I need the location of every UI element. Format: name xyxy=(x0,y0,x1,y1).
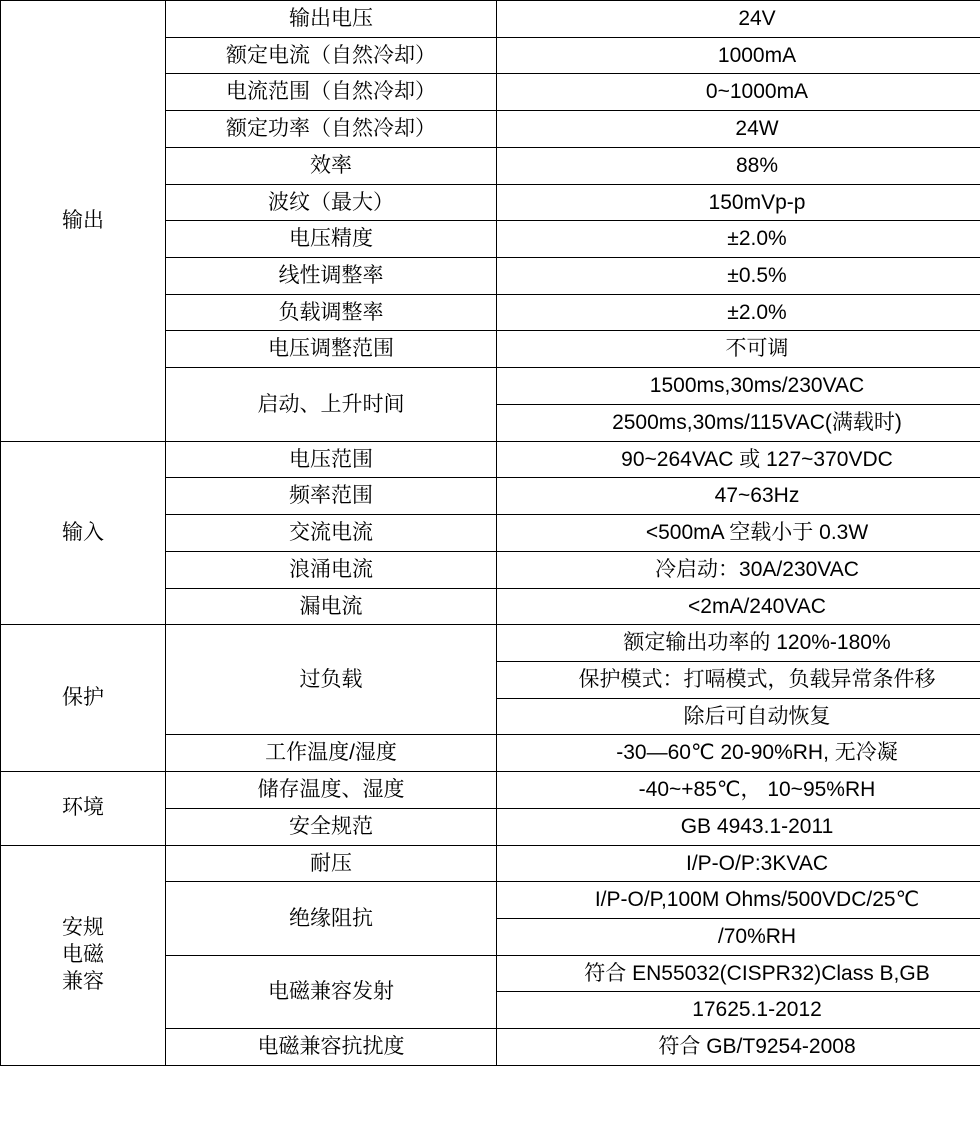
value-working-temp-humidity: -30—60℃ 20-90%RH, 无冷凝 xyxy=(497,735,980,772)
value-output-voltage: 24V xyxy=(497,1,980,38)
value-withstand-voltage: I/P-O/P:3KVAC xyxy=(497,845,980,882)
param-insulation-resistance: 绝缘阻抗 xyxy=(166,882,497,955)
value-startup-rise-time-line1: 1500ms,30ms/230VAC xyxy=(497,368,980,405)
value-storage-temp-humidity: -40~+85℃， 10~95%RH xyxy=(497,772,980,809)
param-output-voltage: 输出电压 xyxy=(166,1,497,38)
value-ac-current: <500mA 空载小于 0.3W xyxy=(497,515,980,552)
param-inrush-current: 浪涌电流 xyxy=(166,551,497,588)
param-rated-current: 额定电流（自然冷却） xyxy=(166,37,497,74)
param-withstand-voltage: 耐压 xyxy=(166,845,497,882)
table-row xyxy=(1,1,980,38)
category-safety-emc-line1: 安规 xyxy=(62,915,104,939)
value-overload-mode-line1: 保护模式：打嗝模式，负载异常条件移 xyxy=(497,661,980,698)
table-row xyxy=(1,441,980,478)
value-efficiency: 88% xyxy=(497,147,980,184)
param-voltage-accuracy: 电压精度 xyxy=(166,221,497,258)
param-efficiency: 效率 xyxy=(166,147,497,184)
value-emc-emission-line1: 符合 EN55032(CISPR32)Class B,GB xyxy=(497,955,980,992)
value-inrush-current: 冷启动：30A/230VAC xyxy=(497,551,980,588)
table-row xyxy=(1,845,980,882)
param-emc-emission: 电磁兼容发射 xyxy=(166,955,497,1028)
param-working-temp-humidity: 工作温度/湿度 xyxy=(166,735,497,772)
value-insulation-resistance-line1: I/P-O/P,100M Ohms/500VDC/25℃ xyxy=(497,882,980,919)
value-startup-rise-time-line2: 2500ms,30ms/115VAC(满载时) xyxy=(497,404,980,441)
param-rated-power: 额定功率（自然冷却） xyxy=(166,111,497,148)
value-voltage-range: 90~264VAC 或 127~370VDC xyxy=(497,441,980,478)
table-row xyxy=(1,625,980,662)
value-rated-current: 1000mA xyxy=(497,37,980,74)
param-startup-rise-time: 启动、上升时间 xyxy=(166,368,497,441)
value-insulation-resistance-line2: /70%RH xyxy=(497,918,980,955)
category-protection: 保护 xyxy=(1,625,166,772)
value-line-regulation: ±0.5% xyxy=(497,258,980,295)
value-voltage-adjust-range: 不可调 xyxy=(497,331,980,368)
param-storage-temp-humidity: 储存温度、湿度 xyxy=(166,772,497,809)
param-leakage-current: 漏电流 xyxy=(166,588,497,625)
param-load-regulation: 负载调整率 xyxy=(166,294,497,331)
value-emc-emission-line2: 17625.1-2012 xyxy=(497,992,980,1029)
param-overload: 过负载 xyxy=(166,625,497,735)
param-voltage-range: 电压范围 xyxy=(166,441,497,478)
param-emc-immunity: 电磁兼容抗扰度 xyxy=(166,1029,497,1066)
value-current-range: 0~1000mA xyxy=(497,74,980,111)
value-emc-immunity: 符合 GB/T9254-2008 xyxy=(497,1029,980,1066)
value-ripple: 150mVp-p xyxy=(497,184,980,221)
value-leakage-current: <2mA/240VAC xyxy=(497,588,980,625)
category-output: 输出 xyxy=(1,1,166,442)
category-safety-emc-line2: 电磁 xyxy=(62,942,104,966)
param-current-range: 电流范围（自然冷却） xyxy=(166,74,497,111)
value-safety-standard: GB 4943.1-2011 xyxy=(497,808,980,845)
param-line-regulation: 线性调整率 xyxy=(166,258,497,295)
value-overload-mode-line2: 除后可自动恢复 xyxy=(497,698,980,735)
param-ac-current: 交流电流 xyxy=(166,515,497,552)
value-frequency-range: 47~63Hz xyxy=(497,478,980,515)
value-load-regulation: ±2.0% xyxy=(497,294,980,331)
category-input: 输入 xyxy=(1,441,166,625)
table-row xyxy=(1,772,980,809)
param-voltage-adjust-range: 电压调整范围 xyxy=(166,331,497,368)
category-environment: 环境 xyxy=(1,772,166,845)
category-safety-emc-line3: 兼容 xyxy=(62,969,104,993)
value-voltage-accuracy: ±2.0% xyxy=(497,221,980,258)
param-frequency-range: 频率范围 xyxy=(166,478,497,515)
category-safety-emc xyxy=(1,845,166,1065)
value-overload-rating: 额定输出功率的 120%-180% xyxy=(497,625,980,662)
param-safety-standard: 安全规范 xyxy=(166,808,497,845)
value-rated-power: 24W xyxy=(497,111,980,148)
param-ripple: 波纹（最大） xyxy=(166,184,497,221)
